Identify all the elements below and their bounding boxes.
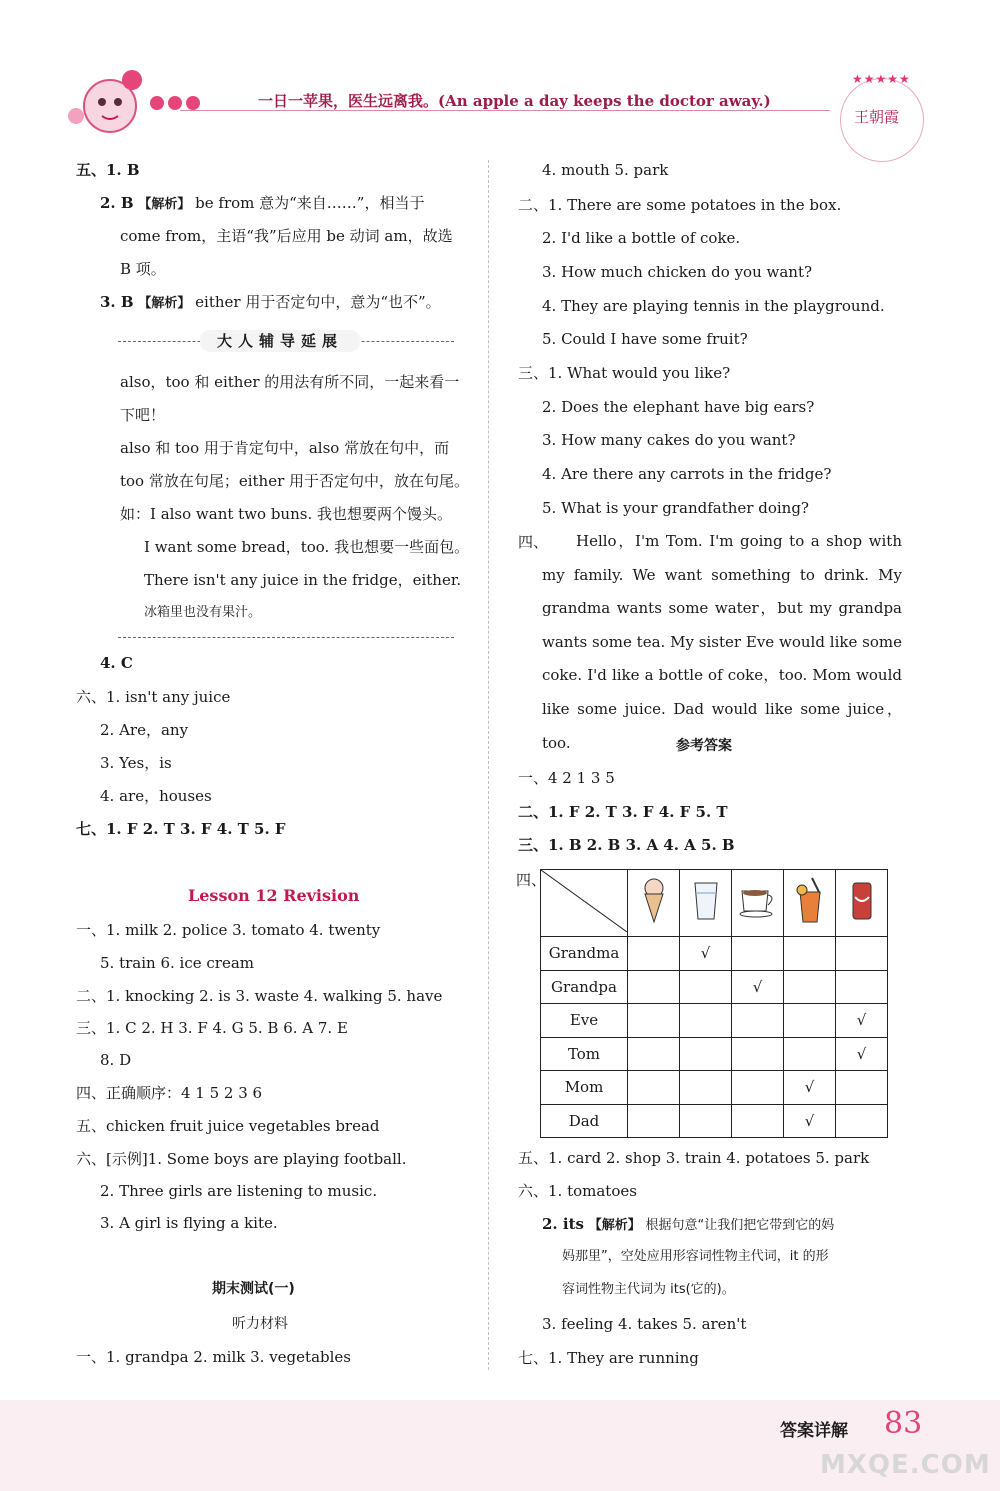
check-cell: [680, 970, 732, 1004]
analysis-text: 妈那里”，空处应用形容词性物主代词，it 的形: [562, 1249, 829, 1264]
analysis-text: B 项。: [120, 260, 166, 278]
logo-stars: ★★★★★: [852, 72, 911, 86]
check-cell: [628, 1071, 680, 1105]
check-cell: [836, 970, 888, 1004]
answer-line: 4. Are there any carrots in the fridge?: [542, 465, 832, 483]
header-motto: 一日一苹果，医生远离我。(An apple a day keeps the doctor away.): [258, 92, 771, 110]
diagonal-line: [541, 870, 627, 932]
check-cell: √: [732, 970, 784, 1004]
answer-num: 3. B: [100, 293, 134, 311]
watermark: MXQE.COM: [820, 1450, 991, 1480]
box-rule-bottom: [118, 637, 454, 638]
answer-line: 2. Are，any: [100, 721, 189, 739]
check-cell: √: [784, 1104, 836, 1138]
answer-line: 六、[示例]1. Some boys are playing football.: [76, 1150, 407, 1168]
exam-title: 期末测试(一): [212, 1281, 295, 1297]
table-row: [541, 1004, 888, 1038]
ice-cream-icon: [628, 870, 680, 937]
analysis-tag: 【解析】: [138, 296, 191, 311]
check-cell: [732, 1037, 784, 1071]
table-row: [541, 1104, 888, 1138]
section-label: 四、: [516, 871, 547, 889]
answer-line: [100, 292, 441, 314]
row-label: Grandpa: [541, 970, 628, 1004]
answer-line: 3. How many cakes do you want?: [542, 431, 796, 449]
answer-line: 四、正确顺序：4 1 5 2 3 6: [76, 1084, 263, 1102]
page-header: [0, 0, 1000, 150]
answer-line: [100, 193, 424, 215]
table-row: [541, 1037, 888, 1071]
analysis-tag: 【解析】: [588, 1218, 641, 1233]
answer-line: 六、1. tomatoes: [518, 1182, 637, 1200]
answer-num: 2. its: [542, 1215, 584, 1233]
row-label: Dad: [541, 1104, 628, 1138]
answer-line: 4. mouth 5. park: [542, 161, 669, 179]
answer-line: 4. They are playing tennis in the playground.: [542, 297, 885, 315]
column-divider: [488, 160, 489, 1370]
row-label: Mom: [541, 1071, 628, 1105]
check-cell: [836, 1071, 888, 1105]
table-row: [541, 937, 888, 971]
table-header-row: [541, 870, 888, 937]
decor-dot: [150, 96, 164, 110]
extension-text: 冰箱里也没有果汁。: [144, 605, 262, 620]
analysis-text: be from 意为“来自……”，相当于: [195, 194, 425, 212]
check-cell: [628, 970, 680, 1004]
check-cell: [732, 1004, 784, 1038]
row-label: Tom: [541, 1037, 628, 1071]
check-cell: [732, 937, 784, 971]
analysis-text: either 用于否定句中，意为“也不”。: [195, 293, 441, 311]
answer-line: 一、1. milk 2. police 3. tomato 4. twenty: [76, 921, 381, 939]
listening-title: 听力材料: [232, 1316, 288, 1332]
check-cell: [836, 937, 888, 971]
analysis-text: 根据句意“让我们把它带到它的妈: [645, 1218, 835, 1233]
extension-text: also 和 too 用于肯定句中，also 常放在句中，而: [120, 439, 450, 457]
answer-line: 五、chicken fruit juice vegetables bread: [76, 1117, 380, 1135]
check-cell: [680, 1037, 732, 1071]
check-cell: [628, 1104, 680, 1138]
answer-table: [540, 869, 888, 1138]
check-cell: [628, 937, 680, 971]
answer-line: 5. What is your grandfather doing?: [542, 499, 809, 517]
answer-line: 3. How much chicken do you want?: [542, 263, 813, 281]
check-cell: √: [680, 937, 732, 971]
check-cell: √: [836, 1037, 888, 1071]
footer-label: 答案详解: [780, 1421, 848, 1441]
analysis-text: 容词性物主代词为 its(它的)。: [562, 1282, 735, 1297]
water-glass-icon: [680, 870, 732, 937]
decor-dot: [186, 96, 200, 110]
extension-text: 如：I also want two buns. 我也想要两个馒头。: [120, 505, 452, 523]
check-cell: [732, 1104, 784, 1138]
row-label: Grandma: [541, 937, 628, 971]
tea-cup-icon: [732, 870, 784, 937]
answer-num: 2. B: [100, 194, 134, 212]
answer-line: 5. Could I have some fruit?: [542, 330, 748, 348]
brand-logo: 王朝霞: [854, 108, 900, 126]
check-cell: [784, 970, 836, 1004]
check-cell: [680, 1104, 732, 1138]
answer-line: 一、1. grandpa 2. milk 3. vegetables: [76, 1348, 351, 1366]
answer-line: 七、1. F 2. T 3. F 4. T 5. F: [76, 820, 286, 838]
answer-line: 三、1. C 2. H 3. F 4. G 5. B 6. A 7. E: [76, 1019, 348, 1037]
check-cell: [732, 1071, 784, 1105]
juice-glass-icon: [784, 870, 836, 937]
answer-line: 三、1. B 2. B 3. A 4. A 5. B: [518, 836, 735, 854]
answer-line: 3. Yes，is: [100, 754, 172, 772]
answer-line: 2. I'd like a bottle of coke.: [542, 229, 741, 247]
check-cell: [836, 1104, 888, 1138]
answer-line: 五、1. B: [76, 161, 140, 179]
extension-text: I want some bread，too. 我也想要一些面包。: [144, 538, 470, 556]
coke-can-icon: [836, 870, 888, 937]
check-cell: [784, 937, 836, 971]
extension-text: There isn't any juice in the fridge，either.: [144, 571, 462, 589]
answer-line: 七、1. They are running: [518, 1349, 699, 1367]
answer-line: 3. feeling 4. takes 5. aren't: [542, 1315, 747, 1333]
extension-box-title: 大人辅导延展: [200, 330, 360, 352]
page-number: 83: [884, 1406, 923, 1441]
answer-line: 二、1. knocking 2. is 3. waste 4. walking 5. have: [76, 987, 443, 1005]
check-cell: √: [784, 1071, 836, 1105]
lesson-title: Lesson 12 Revision: [188, 886, 360, 905]
extension-text: also，too 和 either 的用法有所不同，一起来看一: [120, 373, 460, 391]
answer-line: 2. Does the elephant have big ears?: [542, 398, 815, 416]
table-row: [541, 1071, 888, 1105]
analysis-text: come from，主语“我”后应用 be 动词 am，故选: [120, 227, 453, 245]
answer-line: 5. train 6. ice cream: [100, 954, 254, 972]
extension-text: too 常放在句尾；either 用于否定句中，放在句尾。: [120, 472, 470, 490]
check-cell: [628, 1037, 680, 1071]
answer-line: 4. are，houses: [100, 787, 212, 805]
answer-line: 8. D: [100, 1051, 132, 1069]
table-corner-cell: [541, 870, 628, 937]
answer-line: 二、1. F 2. T 3. F 4. F 5. T: [518, 803, 728, 821]
table-row: [541, 970, 888, 1004]
reference-answer-title: 参考答案: [676, 738, 732, 754]
analysis-tag: 【解析】: [138, 197, 191, 212]
row-label: Eve: [541, 1004, 628, 1038]
answer-line: 2. Three girls are listening to music.: [100, 1182, 378, 1200]
answer-line: 二、1. There are some potatoes in the box.: [518, 196, 842, 214]
answer-line: 一、4 2 1 3 5: [518, 769, 615, 787]
answer-line: 六、1. isn't any juice: [76, 688, 231, 706]
mascot-icon: [62, 66, 152, 138]
answer-line: 4. C: [100, 654, 133, 672]
answer-line: 三、1. What would you like?: [518, 364, 731, 382]
decor-dot: [168, 96, 182, 110]
check-cell: [784, 1004, 836, 1038]
extension-text: 下吧！: [120, 406, 166, 424]
check-cell: [628, 1004, 680, 1038]
answer-line: 3. A girl is flying a kite.: [100, 1214, 278, 1232]
listening-passage: Hello，I'm Tom. I'm going to a shop with my family. We want something to drink. My grandma wants some water，but my grandpa wants some tea. My sister Eve would like some coke. I'd like a bottle of coke，too. Mom would like some juice. Dad would like some juice，too.: [542, 532, 902, 752]
check-cell: [680, 1071, 732, 1105]
answer-line: [542, 1214, 834, 1236]
check-cell: [784, 1037, 836, 1071]
check-cell: √: [836, 1004, 888, 1038]
answer-line: 五、1. card 2. shop 3. train 4. potatoes 5. park: [518, 1149, 870, 1167]
section-label: 四、: [518, 533, 549, 551]
check-cell: [680, 1004, 732, 1038]
